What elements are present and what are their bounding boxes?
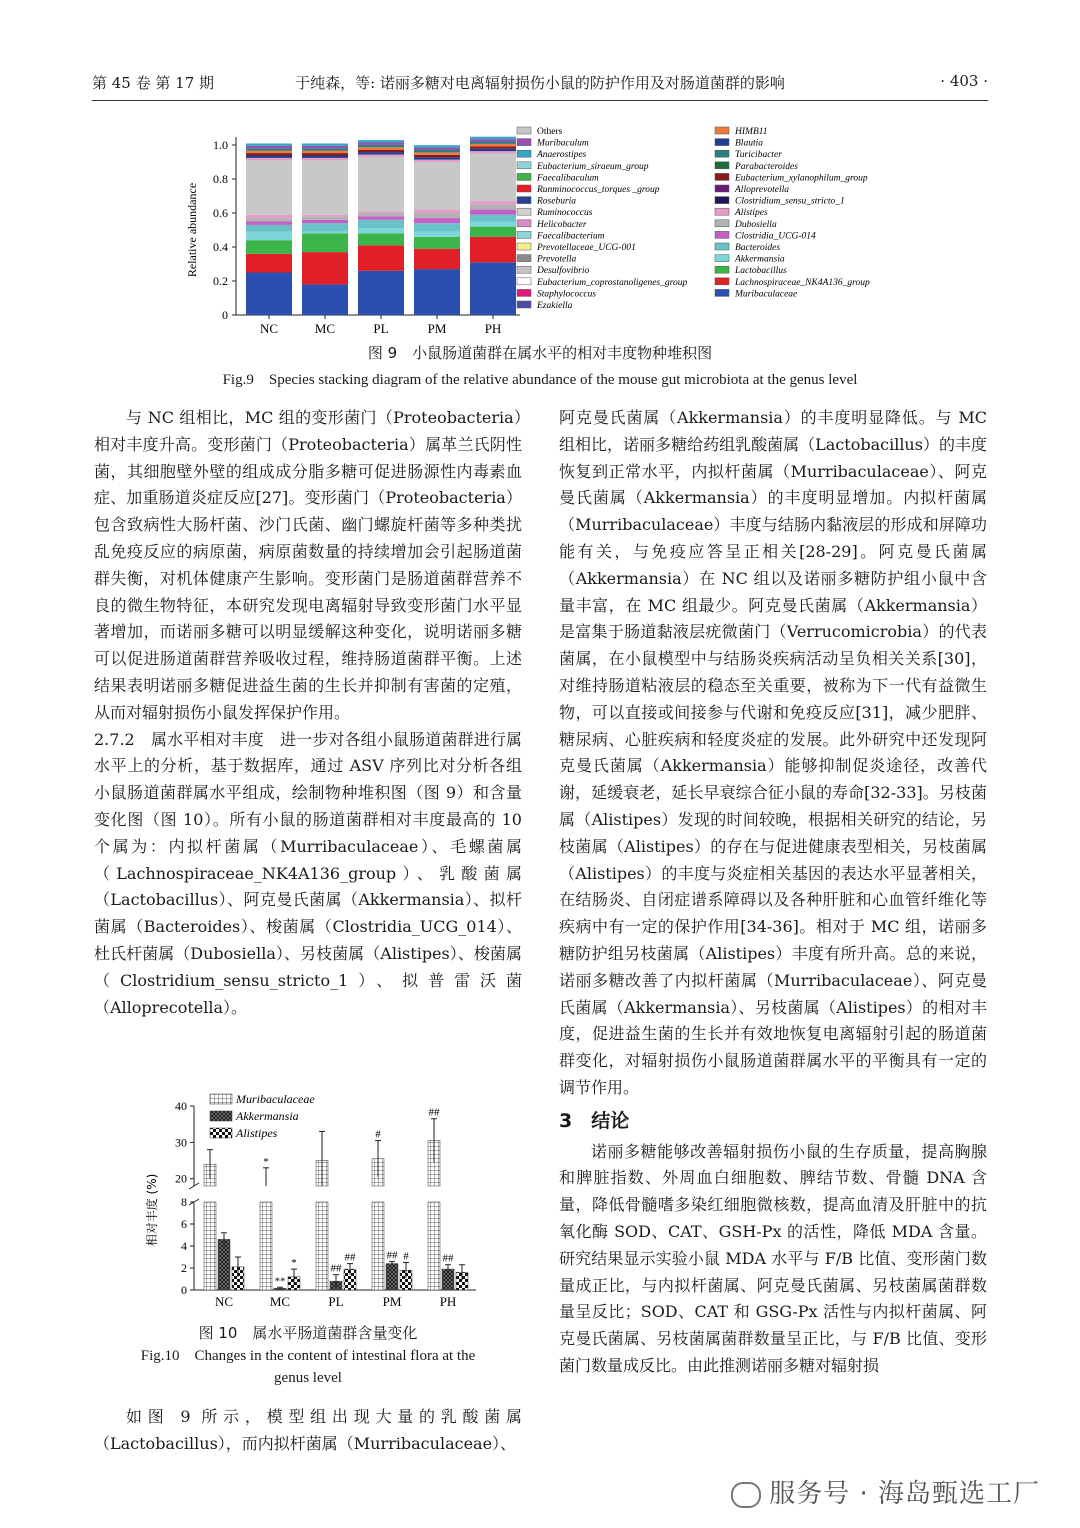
legend-swatch bbox=[210, 1111, 232, 1121]
legend-swatch bbox=[715, 278, 729, 285]
bar-segment bbox=[246, 215, 292, 218]
legend-swatch bbox=[715, 289, 729, 296]
bar bbox=[386, 1264, 398, 1290]
legend-label: Clostridium_sensu_stricto_1 bbox=[735, 196, 845, 207]
bar-segment bbox=[470, 227, 516, 237]
legend-swatch bbox=[715, 139, 729, 146]
legend-swatch bbox=[715, 197, 729, 204]
legend-label: Eubacterium_xylanophilum_group bbox=[735, 173, 868, 184]
legend-swatch bbox=[715, 208, 729, 215]
legend-label: Lactobacillus bbox=[735, 266, 787, 277]
left-column bbox=[94, 405, 522, 1021]
legend-label: Prevotella bbox=[537, 254, 577, 265]
legend-swatch bbox=[210, 1094, 232, 1104]
bar-segment bbox=[302, 284, 348, 315]
figure-10-svg bbox=[138, 1090, 478, 1320]
legend-label: Ezakiella bbox=[537, 301, 573, 311]
legend-swatch bbox=[715, 266, 729, 273]
y-tick-label: 1.0 bbox=[213, 138, 228, 152]
legend-label: Faecalibaculum bbox=[537, 173, 599, 184]
legend-swatch bbox=[517, 197, 531, 204]
significance-mark: # bbox=[403, 1250, 409, 1263]
legend-label: Dubosiella bbox=[735, 219, 777, 230]
legend-swatch bbox=[517, 231, 531, 238]
legend-label: Parabacteroides bbox=[735, 161, 798, 172]
legend-swatch bbox=[517, 301, 531, 308]
bar-minor-segment bbox=[470, 137, 516, 139]
bar-lower-part bbox=[428, 1202, 440, 1290]
bar-segment bbox=[246, 273, 292, 316]
legend-label: HIMB11 bbox=[735, 127, 768, 137]
legend-swatch bbox=[517, 127, 531, 134]
bar-segment bbox=[246, 254, 292, 273]
figure-10-caption-en-1: Fig.10 Changes in the content of intestinal flora at the bbox=[140, 1348, 476, 1364]
bar-minor-segment bbox=[358, 150, 404, 152]
bar-segment bbox=[414, 269, 460, 315]
legend-label: Runminococcus_torques _group bbox=[537, 185, 660, 195]
bar-minor-segment bbox=[358, 147, 404, 149]
bar-segment bbox=[302, 223, 348, 232]
page-number: · 403 · bbox=[940, 72, 988, 90]
figure-9-stacked-bar-chart bbox=[180, 120, 920, 340]
x-tick-label: MC bbox=[269, 1294, 291, 1309]
bar-segment bbox=[358, 211, 404, 213]
bar-segment bbox=[302, 252, 348, 284]
legend-swatch bbox=[715, 127, 729, 134]
right-column bbox=[559, 405, 987, 1380]
legend-swatch bbox=[715, 243, 729, 250]
bar-lower-part bbox=[260, 1202, 272, 1290]
y-axis-label: 相对丰度 (%) bbox=[145, 1173, 159, 1247]
bar-minor-segment bbox=[414, 145, 460, 147]
x-tick-label: PL bbox=[373, 321, 389, 336]
x-tick-label: PM bbox=[382, 1294, 402, 1309]
running-title: 于纯森，等: 诺丽多糖对电离辐射损伤小鼠的防护作用及对肠道菌群的影响 bbox=[295, 74, 785, 92]
bar-segment bbox=[414, 232, 460, 237]
bar-segment bbox=[358, 271, 404, 315]
bar-minor-segment bbox=[246, 151, 292, 153]
bar-segment bbox=[470, 215, 516, 222]
legend-label: Roseburia bbox=[537, 196, 577, 207]
bar-segment bbox=[302, 216, 348, 219]
bar-minor-segment bbox=[470, 146, 516, 148]
figure-9-svg bbox=[180, 120, 920, 340]
bar-minor-segment bbox=[302, 151, 348, 153]
bar-segment bbox=[358, 213, 404, 216]
y-axis-label: Relative abundance bbox=[185, 182, 199, 278]
y-tick-label: 0.2 bbox=[213, 274, 228, 288]
y-tick-label: 0.8 bbox=[213, 172, 228, 186]
legend-label: Lachnospiraceae_NK4A136_group bbox=[735, 277, 870, 288]
legend-swatch bbox=[517, 266, 531, 273]
legend-label: Staphylococcus bbox=[537, 289, 597, 300]
header-rule bbox=[92, 100, 988, 101]
x-tick-label: PH bbox=[484, 321, 502, 336]
bar-segment bbox=[414, 237, 460, 249]
figure-10-caption-cn: 图 10 属水平肠道菌群含量变化 bbox=[198, 1324, 418, 1342]
bar-minor-segment bbox=[302, 146, 348, 148]
significance-mark: ## bbox=[428, 1106, 440, 1119]
bar-minor-segment bbox=[470, 149, 516, 151]
section-3-heading: 3 结论 bbox=[559, 1109, 630, 1132]
legend-label: Clostridia_UCG-014 bbox=[735, 231, 816, 242]
y-tick-label: 8 bbox=[181, 1195, 187, 1209]
bar-minor-segment bbox=[246, 153, 292, 155]
legend-swatch bbox=[517, 208, 531, 215]
bar-minor-segment bbox=[358, 140, 404, 142]
y-tick-label: 0.4 bbox=[213, 240, 228, 254]
figure-9-caption-en: Fig.9 Species stacking diagram of the relative abundance of the mouse gut microbiota at the genus level bbox=[222, 372, 858, 388]
bar-minor-segment bbox=[414, 148, 460, 150]
legend-swatch bbox=[715, 220, 729, 227]
bar-minor-segment bbox=[358, 152, 404, 154]
legend-label: Muribaculum bbox=[537, 138, 589, 149]
legend-swatch bbox=[715, 231, 729, 238]
legend-swatch bbox=[517, 162, 531, 169]
legend-label: Anaerostipes bbox=[537, 150, 587, 161]
bar-minor-segment bbox=[414, 157, 460, 159]
bar-minor-segment bbox=[414, 160, 460, 162]
legend-label: Helicobacter bbox=[537, 219, 587, 230]
bar-segment bbox=[246, 218, 292, 221]
paragraph-conclusion: 诺丽多糖能够改善辐射损伤小鼠的生存质量，提高胸腺和脾脏指数、外周血白细胞数、脾结节数、骨髓 DNA 含量，降低骨髓嗜多染红细胞微核数，提高血清及肝脏中的抗氧化酶 SOD、CAT、GSH-Px 的活性，降低 MDA 含量。研究结果显示实验小鼠 MDA 水平与 F/B 比值、变形菌门数量成正比，与内拟杆菌属、阿克曼氏菌属、另枝菌属菌群数量呈反比；SOD、CAT 和 GSG-Px 活性与内拟杆菌属、阿克曼氏菌属、另枝菌属菌群数量呈正比，与 F/B 比值、变形菌门数量成反比。由此推测诺丽多糖对辐射损 bbox=[559, 1141, 987, 1375]
paragraph-fig9-description: 如图 9 所示，模型组出现大量的乳酸菌属（Lactobacillus），而内拟杆菌属（Murribaculaceae）、 bbox=[94, 1407, 522, 1453]
bar-lower-part bbox=[204, 1202, 216, 1290]
bar-segment bbox=[246, 240, 292, 254]
bar-segment bbox=[470, 222, 516, 227]
bar-segment bbox=[302, 233, 348, 252]
legend-swatch bbox=[715, 255, 729, 262]
y-tick-label: 4 bbox=[181, 1239, 187, 1253]
x-tick-label: PH bbox=[439, 1294, 457, 1309]
bar-minor-segment bbox=[246, 144, 292, 146]
legend-label: Akkermansia bbox=[236, 1109, 299, 1123]
bar-segment bbox=[302, 160, 348, 214]
journal-volume: 第 45 卷 第 17 期 bbox=[92, 74, 215, 92]
watermark-text: 服务号 · 海岛甄选工厂 bbox=[769, 1479, 1040, 1509]
legend-swatch bbox=[715, 162, 729, 169]
bar-minor-segment bbox=[246, 146, 292, 148]
paragraph-genus-level: 2.7.2 属水平相对丰度 进一步对各组小鼠肠道菌群进行属水平上的分析，基于数据库，通过 ASV 序列比对分析各组小鼠肠道菌群属水平组成，绘制物种堆积图（图 9）和含量变化图（图 10）。所有小鼠的肠道菌群相对丰度最高的 10 个属为：内拟杆菌属（Murribaculaceae）、毛螺菌属（Lachnospiraceae_NK4A136_group）、乳酸菌属（Lactobacillus）、阿克曼氏菌属（Akkermansia）、拟杆菌属（Bacteroides）、梭菌属（Clostridia_UCG_014）、杜氏杆菌属（Dubosiella）、另枝菌属（Alistipes）、梭菌属（Clostridium_sensu_stricto_1）、拟普雷沃菌（Alloprecotella）。 bbox=[94, 729, 522, 1017]
figure-10-bar-chart bbox=[138, 1090, 478, 1320]
bar-segment bbox=[246, 160, 292, 214]
bar-minor-segment bbox=[414, 152, 460, 154]
y-tick-label: 40 bbox=[175, 1099, 187, 1113]
x-tick-label: PL bbox=[328, 1294, 344, 1309]
bar-segment bbox=[470, 210, 516, 215]
significance-mark: * bbox=[291, 1257, 297, 1270]
bar-lower-part bbox=[372, 1202, 384, 1290]
bar-minor-segment bbox=[302, 148, 348, 150]
legend-label: Ruminococcus bbox=[537, 208, 593, 219]
bar-segment bbox=[358, 216, 404, 219]
significance-mark: ## bbox=[386, 1249, 398, 1262]
legend-label: Desulfovibrio bbox=[537, 266, 590, 277]
running-header bbox=[92, 72, 988, 100]
bar-segment bbox=[246, 232, 292, 241]
significance-mark: ## bbox=[344, 1251, 356, 1264]
x-tick-label: MC bbox=[314, 321, 336, 336]
significance-mark: ## bbox=[442, 1252, 454, 1265]
bar-minor-segment bbox=[470, 144, 516, 146]
y-tick-label: 20 bbox=[175, 1171, 187, 1186]
bar-segment bbox=[414, 213, 460, 218]
bar-minor-segment bbox=[302, 153, 348, 155]
bar-segment bbox=[358, 233, 404, 245]
bar-segment bbox=[414, 210, 460, 213]
legend-label: Bacteroides bbox=[735, 243, 781, 253]
legend-swatch bbox=[517, 173, 531, 180]
legend-swatch bbox=[517, 150, 531, 157]
bar-segment bbox=[358, 157, 404, 211]
bar-segment bbox=[246, 222, 292, 225]
legend-swatch bbox=[517, 289, 531, 296]
legend-swatch bbox=[715, 185, 729, 192]
significance-mark: ## bbox=[330, 1262, 342, 1275]
y-tick-label: 0.6 bbox=[213, 206, 228, 220]
x-tick-label: NC bbox=[259, 321, 279, 336]
bar-segment bbox=[358, 228, 404, 233]
paragraph-proteobacteria: 与 NC 组相比，MC 组的变形菌门（Proteobacteria）相对丰度升高。变形菌门（Proteobacteria）属革兰氏阴性菌，其细胞壁外壁的组成成分脂多糖可促进肠源性内毒素血症、加重肠道炎症反应[27]。变形菌门（Proteobacteria）包含致病性大肠杆菌、沙门氏菌、幽门螺旋杆菌等多种类扰乱免疫反应的病原菌，病原菌数量的持续增加会引起肠道菌群失衡，对机体健康产生影响。变形菌门是肠道菌群营养不良的微生物特征，本研究发现电离辐射导致变形菌门水平显著增加，而诺丽多糖可以明显缓解这种变化，说明诺丽多糖可以促进肠道菌群营养吸收过程，维持肠道菌群平衡。上述结果表明诺丽多糖促进益生菌的生长并抑制有害菌的定殖，从而对辐射损伤小鼠发挥保护作用。 bbox=[94, 408, 522, 722]
bar-segment bbox=[414, 249, 460, 269]
bar-segment bbox=[358, 220, 404, 229]
legend-label: Prevotellaceae_UCG-001 bbox=[537, 243, 636, 253]
bar-minor-segment bbox=[358, 155, 404, 157]
bar-segment bbox=[470, 205, 516, 210]
bar-minor-segment bbox=[302, 144, 348, 146]
bar-segment bbox=[470, 237, 516, 262]
bar-minor-segment bbox=[470, 142, 516, 144]
bar-segment bbox=[358, 245, 404, 270]
legend-label: Alistipes bbox=[236, 1126, 278, 1140]
significance-mark: * bbox=[263, 1155, 269, 1168]
bar-minor-segment bbox=[358, 145, 404, 147]
significance-mark: ** bbox=[274, 1275, 286, 1288]
bar-minor-segment bbox=[470, 151, 516, 153]
legend-label: Eubacterium_coprostanoligenes_group bbox=[537, 277, 688, 288]
bar bbox=[218, 1239, 230, 1290]
legend-swatch bbox=[517, 139, 531, 146]
legend-swatch bbox=[517, 278, 531, 285]
bar-minor-segment bbox=[358, 143, 404, 145]
paragraph-akkermansia: 阿克曼氏菌属（Akkermansia）的丰度明显降低。与 MC 组相比，诺丽多糖给药组乳酸菌属（Lactobacillus）的丰度恢复到正常水平，内拟杆菌属（Murribaculaceae）、阿克曼氏菌属（Akkermansia）的丰度明显增加。内拟杆菌属（Murribaculaceae）丰度与结肠内黏液层的形成和屏障功能有关，与免疫应答呈正相关[28-29]。阿克曼氏菌属（Akkermansia）在 NC 组以及诺丽多糖防护组小鼠中含量丰富，在 MC 组最少。阿克曼氏菌属（Akkermansia）是富集于肠道黏液层疣微菌门（Verrucomicrobia）的代表菌属，在小鼠模型中与结肠炎疾病活动呈负相关关系[30]，对维持肠道粘液层的稳态至关重要，被称为下一代有益微生物，可以直接或间接参与代谢和免疫反应[31]，减少肥胖、糖尿病、心脏疾病和轻度炎症的发展。此外研究中还发现阿克曼氏菌属（Akkermansia）能够抑制促炎途径，改善代谢，延缓衰老，延长早衰综合征小鼠的寿命[32-33]。另枝菌属（Alistipes）发现的时间较晚，根据相关研究的结论，另枝菌属（Alistipes）的存在与促进健康表型相关，另枝菌属（Alistipes）的丰度与炎症相关基因的表达水平显著相关，在结肠炎、自闭症谱系障碍以及各种肝脏和心血管纤维化等疾病中有一定的保护作用[34-36]。相对于 MC 组，诺丽多糖防护组另枝菌属（Alistipes）丰度有所升高。总的来说，诺丽多糖改善了内拟杆菌属（Murribaculaceae）、阿克曼氏菌属（Akkermansia）、另枝菌属（Alistipes）的相对丰度，促进益生菌的生长并有效地恢复电离辐射引起的肠道菌群变化，对辐射损伤小鼠肠道菌群属水平的平衡具有一定的调节作用。 bbox=[559, 408, 987, 1097]
legend-label: Others bbox=[537, 127, 563, 137]
legend-label: Turicibacter bbox=[735, 150, 782, 161]
y-tick-label: 0 bbox=[222, 308, 228, 322]
bar-minor-segment bbox=[470, 139, 516, 141]
bar-segment bbox=[470, 154, 516, 202]
legend-swatch bbox=[517, 185, 531, 192]
wechat-icon bbox=[731, 1482, 761, 1508]
legend-swatch bbox=[517, 255, 531, 262]
bar-segment bbox=[414, 218, 460, 223]
bar-minor-segment bbox=[246, 148, 292, 150]
legend-label: Alistipes bbox=[735, 208, 768, 219]
bar-segment bbox=[302, 232, 348, 234]
legend-label: Eubacterium_siraeum_group bbox=[537, 161, 649, 172]
bar-segment bbox=[302, 220, 348, 223]
bar-minor-segment bbox=[302, 158, 348, 160]
figure-9-caption-cn: 图 9 小鼠肠道菌群在属水平的相对丰度物种堆积图 bbox=[367, 344, 713, 362]
x-tick-label: PM bbox=[427, 321, 447, 336]
bar-minor-segment bbox=[414, 155, 460, 157]
bar-segment bbox=[470, 201, 516, 204]
legend-label: Muribaculaceae bbox=[735, 289, 798, 300]
bar-segment bbox=[414, 223, 460, 232]
watermark bbox=[731, 1473, 1040, 1510]
legend-label: Faecalibacterium bbox=[537, 231, 605, 242]
y-tick-label: 6 bbox=[181, 1217, 187, 1231]
bar-minor-segment bbox=[246, 156, 292, 158]
legend-label: Muribaculaceae bbox=[236, 1092, 315, 1106]
bar-minor-segment bbox=[414, 150, 460, 152]
legend-swatch bbox=[517, 243, 531, 250]
legend-swatch bbox=[210, 1128, 232, 1138]
bar-lower-part bbox=[316, 1202, 328, 1290]
legend-swatch bbox=[715, 150, 729, 157]
x-tick-label: NC bbox=[214, 1294, 234, 1309]
bar-segment bbox=[470, 262, 516, 315]
bar-minor-segment bbox=[246, 158, 292, 160]
legend-label: Blautia bbox=[735, 138, 763, 149]
legend-swatch bbox=[517, 220, 531, 227]
y-tick-label: 0 bbox=[181, 1283, 187, 1297]
bar-segment bbox=[246, 225, 292, 232]
y-tick-label: 30 bbox=[175, 1135, 187, 1150]
legend-label: Alloprevotella bbox=[735, 185, 789, 195]
legend-swatch bbox=[715, 173, 729, 180]
y-tick-label: 2 bbox=[181, 1261, 187, 1275]
left-column-bottom bbox=[94, 1404, 522, 1458]
bar-segment bbox=[302, 215, 348, 217]
bar-segment bbox=[414, 162, 460, 210]
significance-mark: # bbox=[375, 1128, 381, 1141]
bar-minor-segment bbox=[302, 156, 348, 158]
figure-10-caption-en-2: genus level bbox=[274, 1370, 342, 1386]
legend-label: Akkermansia bbox=[735, 254, 785, 265]
